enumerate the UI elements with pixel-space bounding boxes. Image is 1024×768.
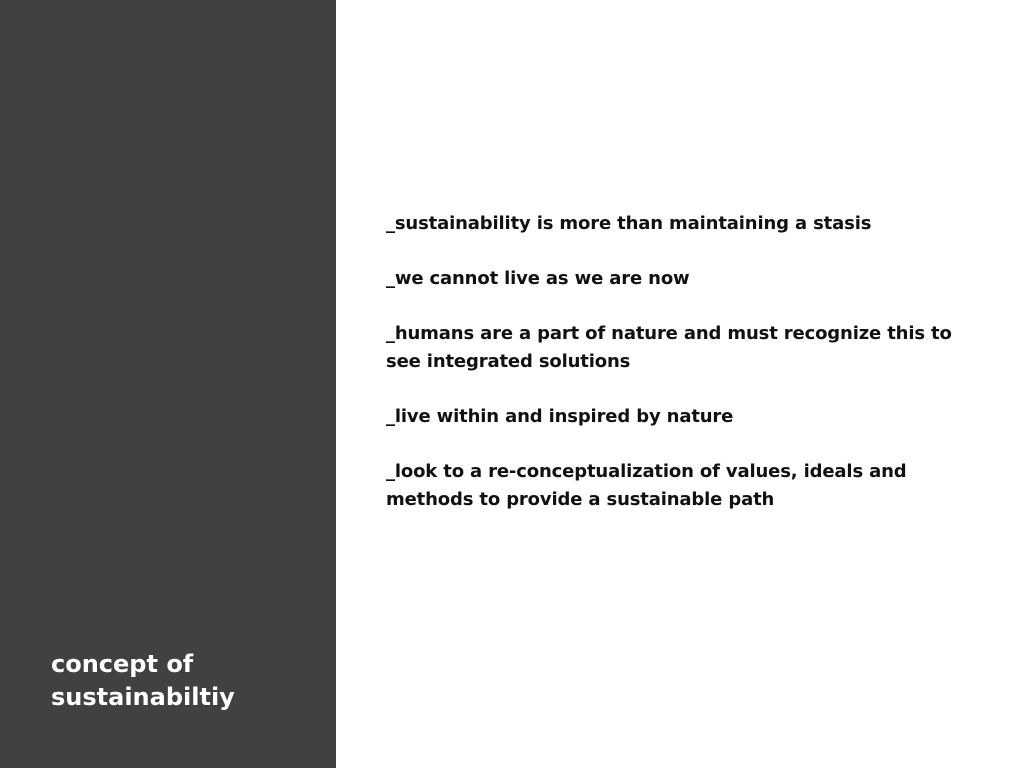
bullet-item: _live within and inspired by nature xyxy=(386,406,734,427)
bullet-item: _humans are a part of nature and must recognize this to see integrated solutions xyxy=(386,323,952,372)
bullet-item: _look to a re-conceptualization of values, ideals and methods to provide a sustainable path xyxy=(386,461,907,510)
side-panel xyxy=(0,0,336,768)
bullet-item: _we cannot live as we are now xyxy=(386,268,690,289)
slide-title-line-1: concept of xyxy=(51,650,194,678)
slide-title-line-2: sustainabiltiy xyxy=(51,683,235,711)
bullet-item: _sustainability is more than maintaining a stasis xyxy=(386,213,872,234)
slide-title xyxy=(51,648,321,714)
bullet-list xyxy=(386,210,986,541)
